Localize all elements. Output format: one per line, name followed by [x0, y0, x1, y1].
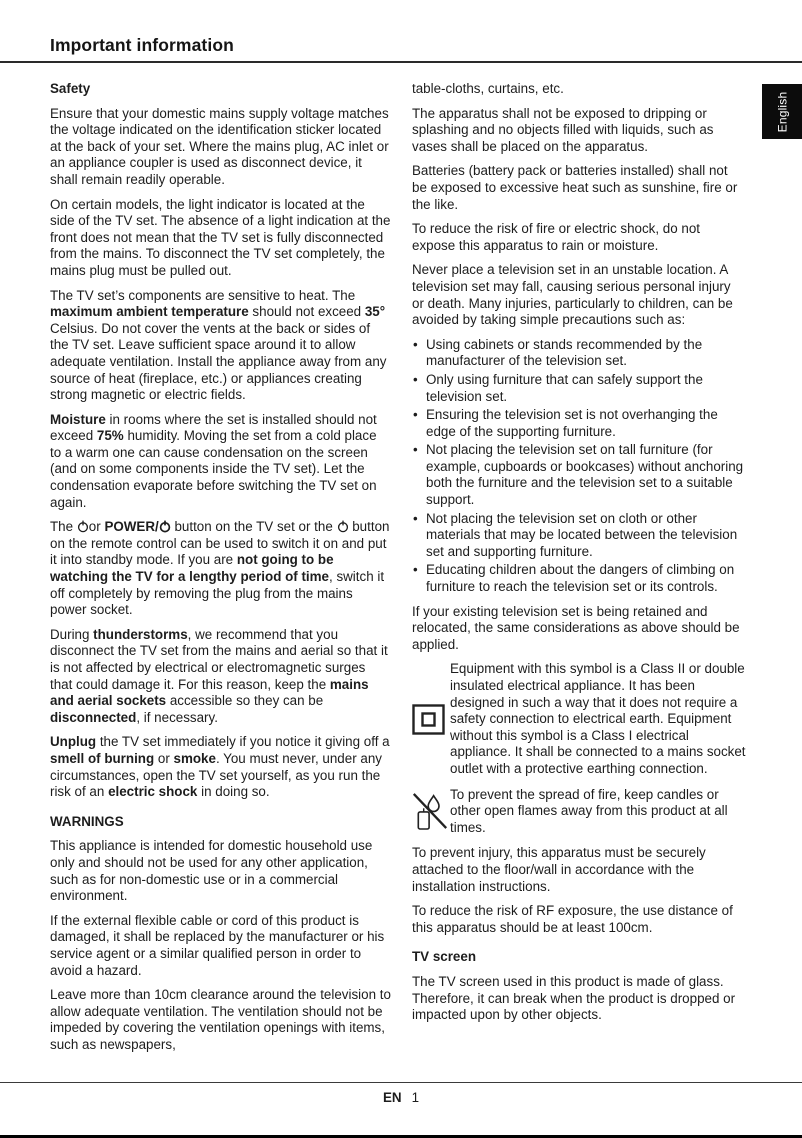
precaution-item: • Not placing the television set on tall furniture (for example, cupboards or bookcases) without anchoring both the furniture and the television set to a suitable support.: [412, 442, 746, 508]
precaution-item: • Not placing the television set on cloth or other materials that may be located between the television set and supporting furniture.: [412, 511, 746, 561]
text-segment: , we recommend that you disconnect the TV set from the mains and aerial so that it is not affected by electrical or electromagnetic surges that could damage it. For this reason, keep the: [50, 626, 388, 692]
precautions-list: [412, 337, 746, 596]
paragraph-light-indicator: On certain models, the light indicator is located at the side of the TV set. The absence of a light indication at the front does not mean that the TV set is fully disconnected from the mains. To disconnect the TV set completely, the mains plug must be pulled out.: [50, 196, 391, 278]
paragraph-batteries: Batteries (battery pack or batteries installed) shall not be exposed to excessive heat such as sunshine, fire or the like.: [412, 163, 738, 212]
paragraph-power-button: [50, 519, 391, 619]
text-segment: Celsius. Do not cover the vents at the back or sides of the TV set. Leave sufficient space around it to allow adequate ventilation. Install the appliance away from any source of heat (fireplace, etc.) or appliances creating strong magnetic or electric fields.: [50, 320, 387, 403]
text-segment: the TV set immediately if you notice it giving off a: [96, 734, 390, 750]
text-segment: The TV set’s components are sensitive to heat. The: [50, 287, 356, 303]
text-segment: not going to be watching the TV for a lengthy period of time: [50, 552, 334, 585]
footer-page-number: 1: [411, 1090, 420, 1105]
precaution-item: • Using cabinets or stands recommended by the manufacturer of the television set.: [412, 337, 746, 370]
language-tab-label: English: [775, 91, 790, 132]
paragraph-glass-screen: The TV screen used in this product is made of glass. Therefore, it can break when the product is dropped or impacted upon by other objects.: [412, 973, 736, 1023]
text-segment: , if necessary.: [136, 709, 218, 725]
no-open-flames-note-text: To prevent the spread of fire, keep candles or other open flames away from this product at all times.: [450, 786, 728, 835]
text-segment: should not exceed: [248, 304, 365, 320]
text-segment: disconnected: [50, 709, 137, 725]
warnings-heading: WARNINGS: [50, 813, 124, 829]
paragraph-tablecloths: table-cloths, curtains, etc.: [412, 81, 564, 96]
text-segment: During: [50, 626, 94, 642]
paragraph-rf-exposure: To reduce the risk of RF exposure, the use distance of this apparatus should be at least 100cm.: [412, 903, 733, 935]
text-segment: mains and aerial sockets: [50, 676, 369, 709]
page-title: Important information: [50, 35, 234, 55]
language-tab: [762, 84, 802, 139]
text-segment: 75%: [96, 428, 124, 444]
text-segment: in rooms where the set is installed should not exceed: [50, 411, 377, 444]
power-icon: [77, 519, 89, 534]
left-column: [50, 81, 391, 1061]
text-segment: electric shock: [108, 784, 198, 800]
text-segment: button on the remote control can be used to switch it on and put it into standby mode. If you are: [50, 519, 390, 568]
text-segment: button on the TV set or the: [170, 519, 337, 535]
title-divider: [0, 61, 802, 63]
paragraph-fire-shock: To reduce the risk of fire or electric shock, do not expose this apparatus to rain or moisture.: [412, 221, 701, 253]
precaution-item: • Only using furniture that can safely support the television set.: [412, 372, 746, 405]
paragraph-thunderstorms: [50, 627, 391, 727]
text-segment: smoke: [173, 750, 216, 766]
text-segment: . You must never, under any circumstances, open the TV set yourself, as you run the risk of an: [50, 750, 382, 800]
power-icon: [159, 519, 171, 534]
precaution-item: • Ensuring the television set is not overhanging the edge of the supporting furniture.: [412, 407, 746, 440]
right-column: [412, 81, 746, 1032]
text-segment: 35°: [364, 304, 386, 320]
text-segment: The: [50, 519, 77, 535]
footer-divider: [0, 1082, 802, 1083]
text-segment: Unplug: [50, 734, 97, 750]
class-ii-note-text: Equipment with this symbol is a Class II or double insulated electrical appliance. It has been designed in such a way that it does not require a safety connection to electrical earth. Equipment without this symbol is a Class I electrical appliance. It shall be connected to a mains socket outlet with a protective earthing connection.: [450, 661, 746, 776]
text-segment: or: [88, 519, 105, 535]
text-segment: in doing so.: [197, 784, 270, 800]
class-ii-double-insulation-icon: [412, 704, 450, 735]
page-footer: [0, 1090, 802, 1105]
footer-language-code: EN: [382, 1090, 402, 1105]
paragraph-moisture: [50, 412, 391, 512]
paragraph-voltage: Ensure that your domestic mains supply voltage matches the voltage indicated on the identification sticker located at the back of your set. Where the mains plug, AC inlet or an appliance coupler is used as disconnect device, it shall remain readily operable.: [50, 105, 389, 187]
text-segment: accessible so they can be: [166, 693, 324, 709]
no-open-flames-note: [412, 787, 746, 837]
paragraph-heat: [50, 288, 391, 404]
text-segment: Moisture: [50, 411, 106, 427]
precaution-item: • Educating children about the dangers of climbing on furniture to reach the television set or its controls.: [412, 562, 746, 595]
power-icon: [337, 519, 349, 534]
class-ii-note: [412, 661, 746, 777]
paragraph-clearance: Leave more than 10cm clearance around the television to allow adequate ventilation. The ventilation should not be impeded by covering the ventilation openings with items, such as newspapers,: [50, 987, 391, 1052]
text-segment: POWER/: [104, 519, 159, 535]
paragraph-domestic-use: This appliance is intended for domestic household use only and should not be used for any other application, such as for non-domestic use or in a commercial environment.: [50, 838, 373, 904]
text-segment: , switch it off completely by removing the plug from the mains power socket.: [50, 569, 385, 618]
paragraph-secure-attachment: To prevent injury, this apparatus must be securely attached to the floor/wall in accordance with the installation instructions.: [412, 845, 706, 894]
paragraph-unstable-location: Never place a television set in an unstable location. A television set may fall, causing serious personal injury or death. Many injuries, particularly to children, can be avoided by taking simple precautions such as:: [412, 262, 733, 328]
text-segment: humidity. Moving the set from a cold place to a warm one can cause condensation on the screen (and on some components inside the TV set). Let the condensation evaporate before switching the TV set on again.: [50, 428, 377, 510]
text-segment: or: [154, 750, 174, 766]
text-segment: maximum ambient temperature: [50, 304, 249, 320]
tv-screen-heading: TV screen: [412, 949, 477, 965]
paragraph-unplug: [50, 734, 391, 800]
text-segment: smell of burning: [50, 750, 155, 766]
text-segment: thunderstorms: [93, 626, 188, 642]
paragraph-dripping: The apparatus shall not be exposed to dripping or splashing and no objects filled with liquids, such as vases shall be placed on the apparatus.: [412, 105, 714, 154]
paragraph-retained: If your existing television set is being retained and relocated, the same considerations as above should be applied.: [412, 603, 740, 652]
safety-heading: Safety: [50, 81, 91, 96]
no-open-flames-icon: [412, 791, 450, 831]
paragraph-flexible-cable: If the external flexible cable or cord of this product is damaged, it shall be replaced by the manufacturer or his service agent or a similar qualified person in order to avoid a hazard.: [50, 912, 385, 978]
